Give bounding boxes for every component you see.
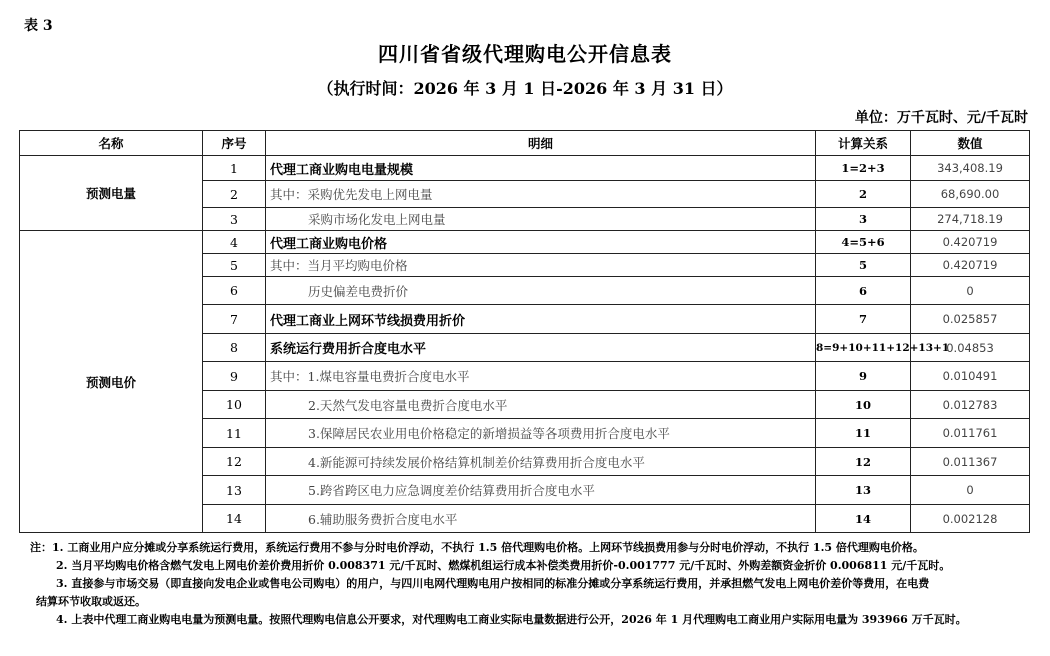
- col-header-detail: 明细: [266, 131, 816, 156]
- row-relation: 7: [816, 305, 911, 334]
- row-seq: 1: [203, 156, 266, 181]
- row-value: 0.04853: [911, 334, 1030, 362]
- row-detail-cell: [266, 505, 816, 533]
- col-header-seq: 序号: [203, 131, 266, 156]
- row-detail-cell: [266, 362, 816, 391]
- row-detail-cell: [266, 277, 816, 305]
- row-detail: 6.辅助服务费折合度电水平: [308, 511, 458, 527]
- category-forecast-quantity: 预测电量: [20, 156, 203, 231]
- row-seq: 14: [203, 505, 266, 533]
- row-seq: 11: [203, 419, 266, 448]
- row-seq: 6: [203, 277, 266, 305]
- row-relation: 9: [816, 362, 911, 391]
- row-detail: 采购优先发电上网电量: [307, 187, 433, 202]
- row-detail: 4.新能源可持续发展价格结算机制差价结算费用折合度电水平: [308, 454, 645, 470]
- row-relation: 13: [816, 476, 911, 505]
- row-detail: 采购市场化发电上网电量: [308, 212, 446, 227]
- footnote-2: 2. 当月平均购电价格含燃气发电上网电价差价费用折价 0.008371 元/千瓦时、燃煤机组运行成本补偿类费用折价-0.001777 元/千瓦时、外购差额资金折价 0.006811 元/千瓦时。: [56, 559, 951, 572]
- row-value: 0.025857: [911, 305, 1030, 334]
- col-header-name: 名称: [20, 131, 203, 156]
- col-header-value: 数值: [911, 131, 1030, 156]
- execution-period: （执行时间：2026 年 3 月 1 日-2026 年 3 月 31 日）: [317, 79, 733, 98]
- row-detail-cell: [266, 448, 816, 476]
- footnote-4: 4. 上表中代理工商业购电电量为预测电量。按照代理购电信息公开要求，对代理购电工商业实际电量数据进行公开，2026 年 1 月代理购电工商业用户实际用电量为 393966 万千瓦时。: [56, 613, 967, 626]
- row-seq: 5: [203, 254, 266, 277]
- row-value: 0.011761: [911, 419, 1030, 448]
- row-relation: 10: [816, 391, 911, 419]
- table-header-row: [20, 131, 1030, 156]
- footnotes: [30, 539, 1026, 629]
- page-title: 四川省省级代理购电公开信息表: [378, 42, 672, 66]
- row-seq: 2: [203, 181, 266, 208]
- row-seq: 10: [203, 391, 266, 419]
- row-value: 274,718.19: [911, 208, 1030, 231]
- row-relation: 14: [816, 505, 911, 533]
- footnote-3-cont: 结算环节收取或返还。: [36, 595, 146, 608]
- row-detail: 代理工商业购电价格: [266, 231, 816, 254]
- row-relation: 8=9+10+11+12+13+1: [816, 334, 911, 362]
- row-detail-cell: [266, 208, 816, 231]
- row-value: 0: [911, 277, 1030, 305]
- table-row: [20, 156, 1030, 181]
- row-relation: 5: [816, 254, 911, 277]
- category-forecast-price: 预测电价: [20, 231, 203, 533]
- row-value: 68,690.00: [911, 181, 1030, 208]
- row-value: 0.010491: [911, 362, 1030, 391]
- row-relation: 11: [816, 419, 911, 448]
- row-prefix: 其中：: [270, 369, 308, 384]
- row-detail: 历史偏差电费折价: [308, 283, 409, 299]
- row-seq: 9: [203, 362, 266, 391]
- row-detail: 代理工商业上网环节线损费用折价: [266, 305, 816, 334]
- row-seq: 4: [203, 231, 266, 254]
- row-value: 0.012783: [911, 391, 1030, 419]
- row-relation: 12: [816, 448, 911, 476]
- row-prefix: 其中：: [270, 187, 308, 202]
- row-relation: 2: [816, 181, 911, 208]
- row-detail: 1.煤电容量电费折合度电水平: [307, 369, 470, 384]
- row-value: 0.420719: [911, 254, 1030, 277]
- row-seq: 7: [203, 305, 266, 334]
- row-detail-cell: [266, 419, 816, 448]
- row-prefix: 其中：: [270, 258, 308, 273]
- row-seq: 12: [203, 448, 266, 476]
- row-detail: 3.保障居民农业用电价格稳定的新增损益等各项费用折合度电水平: [308, 426, 670, 441]
- row-seq: 3: [203, 208, 266, 231]
- row-detail-cell: [266, 391, 816, 419]
- row-detail: 当月平均购电价格: [307, 258, 408, 273]
- row-detail-cell: [266, 181, 816, 208]
- row-detail: 代理工商业购电电量规模: [266, 156, 816, 181]
- col-header-relation: 计算关系: [816, 131, 911, 156]
- row-relation: 1=2+3: [816, 156, 911, 181]
- row-detail: 2.天然气发电容量电费折合度电水平: [308, 397, 508, 413]
- row-relation: 6: [816, 277, 911, 305]
- row-value: 0.011367: [911, 448, 1030, 476]
- row-value: 0.420719: [911, 231, 1030, 254]
- row-value: 343,408.19: [911, 156, 1030, 181]
- row-seq: 8: [203, 334, 266, 362]
- unit-label: 单位：万千瓦时、元/千瓦时: [854, 110, 1028, 126]
- footnote-1: 注：1. 工商业用户应分摊或分享系统运行费用，系统运行费用不参与分时电价浮动，不执行 1.5 倍代理购电价格。上网环节线损费用参与分时电价浮动，不执行 1.5 倍代理购电价格。: [30, 541, 924, 554]
- table-row: [20, 231, 1030, 254]
- row-relation: 3: [816, 208, 911, 231]
- row-detail-cell: [266, 476, 816, 505]
- row-value: 0.002128: [911, 505, 1030, 533]
- row-value: 0: [911, 476, 1030, 505]
- price-info-table: [19, 130, 1030, 533]
- footnote-3: 3. 直接参与市场交易（即直接向发电企业或售电公司购电）的用户，与四川电网代理购电用户按相同的标准分摊或分享系统运行费用，并承担燃气发电上网电价差价等费用，在电费: [56, 577, 930, 590]
- table-label: 表 3: [24, 18, 53, 34]
- row-detail: 5.跨省跨区电力应急调度差价结算费用折合度电水平: [308, 483, 595, 498]
- row-relation: 4=5+6: [816, 231, 911, 254]
- row-detail: 系统运行费用折合度电水平: [266, 334, 816, 362]
- row-detail-cell: [266, 254, 816, 277]
- row-seq: 13: [203, 476, 266, 505]
